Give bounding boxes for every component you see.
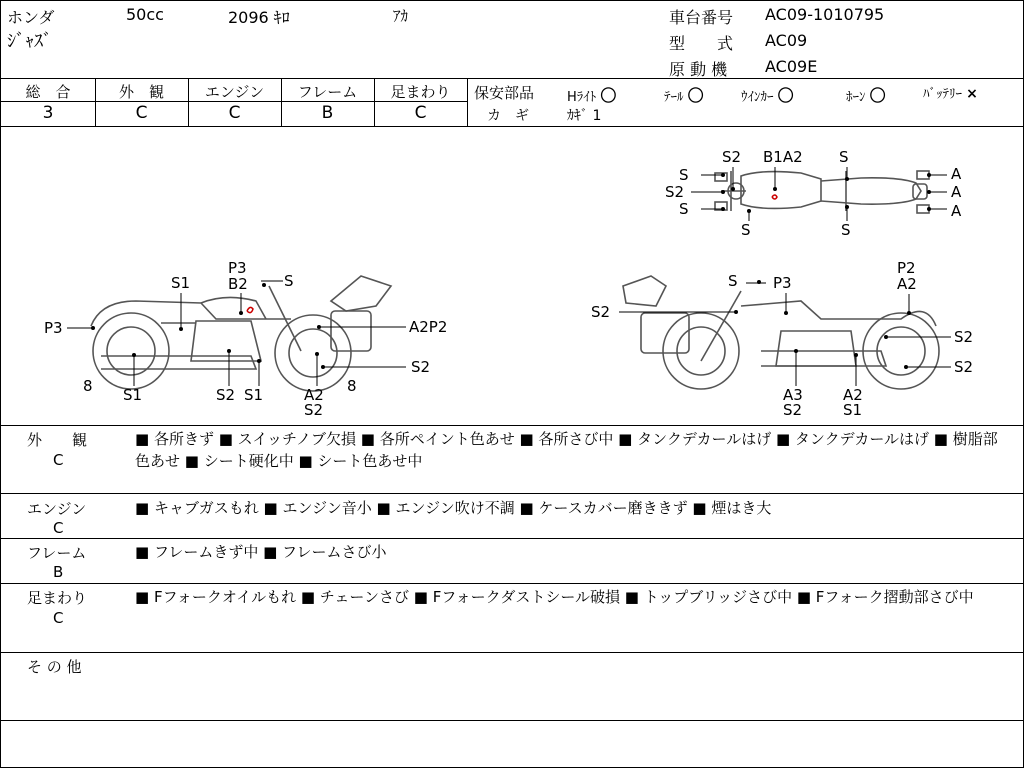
safety-tail: ﾃｰﾙ 〇 xyxy=(664,86,704,105)
key-value: ｶｷﾞ 1 xyxy=(567,108,602,124)
diagram-label: P3 xyxy=(773,274,792,292)
diagram-label: S1 xyxy=(244,386,264,404)
diagram-label: S xyxy=(728,272,738,290)
remark-grade-frame: B xyxy=(53,563,64,581)
leader-lines xyxy=(67,167,951,386)
diagram-label: A xyxy=(951,165,962,183)
body-color: ｱｶ xyxy=(393,7,409,25)
diagram-label: S1 xyxy=(843,401,863,419)
diagram-label: S xyxy=(841,221,851,239)
diagram-label: S xyxy=(741,221,751,239)
diagram-label: S2 xyxy=(216,386,236,404)
remark-label-suspension: 足まわり xyxy=(27,589,88,607)
safety-horn: ﾎｰﾝ 〇 xyxy=(846,86,886,105)
diagram-label: S2 xyxy=(591,303,611,321)
engine-grade: C xyxy=(228,103,241,123)
remark-text-frame: ■ フレームきず中 ■ フレームさび小 xyxy=(135,543,387,561)
exterior-label: 外 観 xyxy=(118,83,164,101)
frame-no-label: 車台番号 xyxy=(669,8,734,27)
frame-grade-label: フレーム xyxy=(297,83,358,101)
diagram-label: P3 xyxy=(228,259,247,277)
diagram-label: A2 xyxy=(897,275,917,293)
diagram-label: S2 xyxy=(665,183,685,201)
maker: ホンダ xyxy=(7,8,55,27)
diagram-label: S2 xyxy=(954,358,974,376)
diagram-label: S2 xyxy=(411,358,431,376)
remark-grade-suspension: C xyxy=(53,609,64,627)
displacement: 50cc xyxy=(126,5,164,24)
frame-no: AC09-1010795 xyxy=(765,5,885,24)
right-side-bike xyxy=(623,276,939,389)
divider xyxy=(467,78,468,126)
safety-winker: ｳｲﾝｶｰ 〇 xyxy=(741,86,794,105)
remark-text-exterior: ■ 各所きず ■ スイッチノブ欠損 ■ 各所ペイント色あせ ■ 各所さび中 ■ タンクデカールはげ ■ タンクデカールはげ ■ 樹脂部色あせ ■ シート硬化中 ■ シート色あせ中 xyxy=(135,430,998,470)
remark-grade-exterior: C xyxy=(53,451,64,469)
top-view-bike xyxy=(715,171,929,213)
diagram-label: S2 xyxy=(722,148,742,166)
diagram-label: P3 xyxy=(44,319,63,337)
diagram-label: P2 xyxy=(897,259,916,277)
overall-grade: 3 xyxy=(42,103,54,123)
diagram-label: A2P2 xyxy=(409,318,448,336)
diagram-label: S xyxy=(839,148,849,166)
safety-battery: ﾊﾞｯﾃﾘｰ × xyxy=(923,86,978,102)
model-name: ｼﾞｬｽﾞ xyxy=(7,31,52,52)
overall-label: 総 合 xyxy=(25,83,71,101)
marker-dots xyxy=(91,173,931,369)
type-value: AC09 xyxy=(765,31,808,50)
diagram-label: S1 xyxy=(171,274,191,292)
diagram-label: S xyxy=(679,200,689,218)
safety-label: 保安部品 xyxy=(474,84,535,102)
diagram-label: A xyxy=(951,202,962,220)
diagram-label: S xyxy=(679,166,689,184)
damage-mark xyxy=(772,195,777,199)
remark-text-suspension: ■ Fフォークオイルもれ ■ チェーンさび ■ Fフォークダストシール破損 ■ トップブリッジさび中 ■ Fフォーク摺動部さび中 xyxy=(135,588,974,606)
diagram-label: S xyxy=(284,272,294,290)
remark-label-frame: フレーム xyxy=(27,544,87,562)
key-label: カ ギ xyxy=(487,108,529,124)
diagram-label: S1 xyxy=(123,386,143,404)
type-label: 型 式 xyxy=(669,34,734,53)
remark-label-engine: エンジン xyxy=(27,500,87,518)
suspension-grade-label: 足まわり xyxy=(390,83,451,101)
divider xyxy=(1,538,1024,539)
remark-label-other: そ の 他 xyxy=(27,658,82,676)
damage-mark xyxy=(247,307,253,312)
diagram-label: S2 xyxy=(304,401,324,419)
divider xyxy=(1,425,1024,426)
safety-headlight: Hﾗｲﾄ 〇 xyxy=(567,86,617,105)
diagram-label: 8 xyxy=(83,377,93,395)
diagram-label: S2 xyxy=(783,401,803,419)
remark-label-exterior: 外 観 xyxy=(27,431,88,449)
engine-value: AC09E xyxy=(765,57,818,76)
remark-text-engine: ■ キャブガスもれ ■ エンジン音小 ■ エンジン吹け不調 ■ ケースカバー磨ききず ■ 煙はき大 xyxy=(135,499,772,517)
remark-grade-engine: C xyxy=(53,519,64,537)
diagram-label: S2 xyxy=(954,328,974,346)
frame-grade: B xyxy=(321,103,334,123)
suspension-grade: C xyxy=(414,103,427,123)
diagram-label: A xyxy=(951,183,962,201)
diagram-label: B2 xyxy=(228,275,248,293)
diagram-label: A3 xyxy=(783,386,803,404)
divider xyxy=(1,652,1024,653)
diagram-label: A2 xyxy=(304,386,324,404)
divider xyxy=(1,720,1024,721)
divider xyxy=(1,583,1024,584)
diagram-label: B1A2 xyxy=(763,148,803,166)
mileage: 2096 ｷﾛ xyxy=(228,8,290,27)
diagram-label: 8 xyxy=(347,377,357,395)
damage-diagram xyxy=(1,127,1023,425)
engine-label: 原 動 機 xyxy=(669,60,728,79)
divider xyxy=(1,493,1024,494)
engine-grade-label: エンジン xyxy=(204,83,265,101)
diagram-label: A2 xyxy=(843,386,863,404)
exterior-grade: C xyxy=(135,103,148,123)
divider xyxy=(1,78,1024,79)
